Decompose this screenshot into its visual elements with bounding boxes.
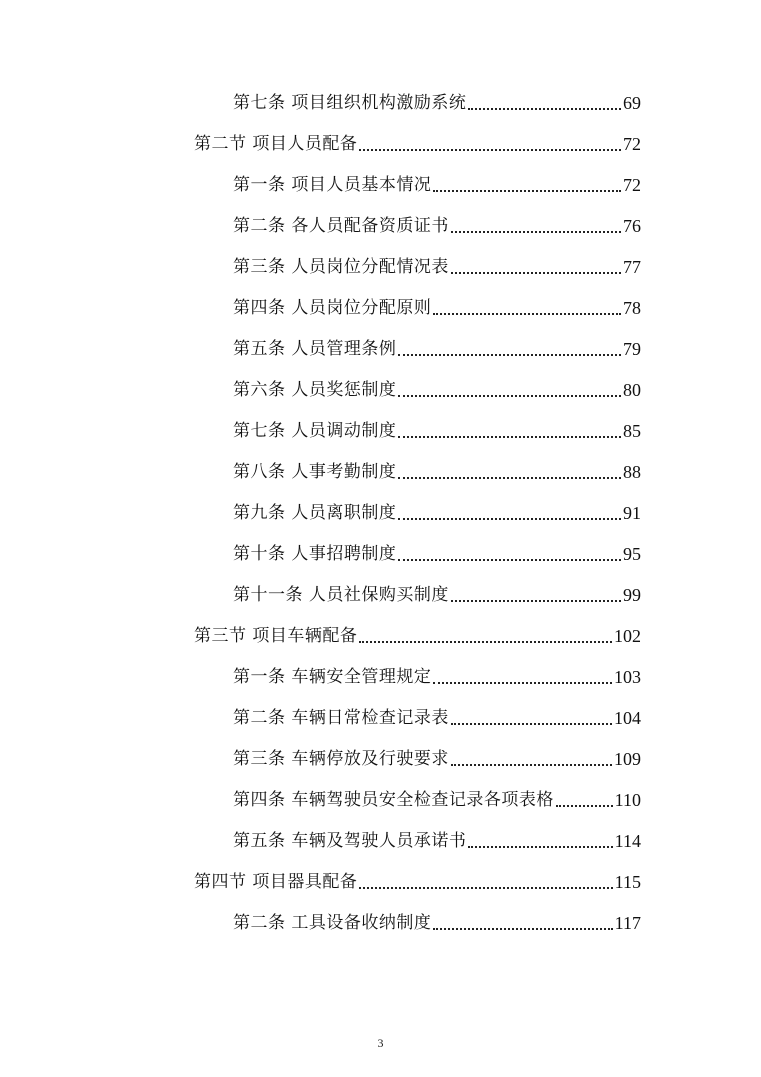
toc-dot-leader xyxy=(398,498,621,528)
toc-dot-leader xyxy=(451,252,621,282)
toc-entry-title: 第三节 项目车辆配备 xyxy=(194,626,358,646)
toc-dot-leader xyxy=(359,621,612,651)
toc-entry[interactable] xyxy=(233,703,641,733)
toc-entry[interactable] xyxy=(233,416,641,446)
toc-entry[interactable] xyxy=(233,211,641,241)
toc-entry[interactable] xyxy=(233,170,641,200)
toc-entry-title: 第五条 人员管理条例 xyxy=(233,339,397,359)
toc-entry-page: 85 xyxy=(623,421,641,441)
toc-entry-page: 79 xyxy=(623,339,641,359)
toc-entry-page: 69 xyxy=(623,93,641,113)
toc-entry-title: 第二节 项目人员配备 xyxy=(194,134,358,154)
toc-entry-page: 102 xyxy=(614,626,641,646)
toc-entry-title: 第九条 人员离职制度 xyxy=(233,503,397,523)
toc-dot-leader xyxy=(433,908,612,938)
toc-entry[interactable] xyxy=(233,375,641,405)
toc-entry[interactable] xyxy=(194,129,641,159)
toc-entry-page: 109 xyxy=(614,749,641,769)
toc-dot-leader xyxy=(433,662,612,692)
toc-entry[interactable] xyxy=(233,744,641,774)
toc-dot-leader xyxy=(359,129,621,159)
toc-dot-leader xyxy=(451,580,621,610)
toc-entry-page: 72 xyxy=(623,134,641,154)
toc-entry-page: 91 xyxy=(623,503,641,523)
toc-entry-title: 第四条 车辆驾驶员安全检查记录各项表格 xyxy=(233,790,554,810)
toc-entry[interactable] xyxy=(233,826,641,856)
toc-entry-title: 第二条 车辆日常检查记录表 xyxy=(233,708,449,728)
toc-entry-page: 95 xyxy=(623,544,641,564)
toc-entry-page: 76 xyxy=(623,216,641,236)
toc-entry-page: 80 xyxy=(623,380,641,400)
toc-entry[interactable] xyxy=(194,621,641,651)
toc-entry-title: 第七条 人员调动制度 xyxy=(233,421,397,441)
toc-entry[interactable] xyxy=(233,539,641,569)
toc-entry-title: 第七条 项目组织机构激励系统 xyxy=(233,93,467,113)
toc-dot-leader xyxy=(556,785,613,815)
toc-dot-leader xyxy=(433,293,621,323)
toc-entry-page: 104 xyxy=(614,708,641,728)
toc-dot-leader xyxy=(398,416,621,446)
toc-entry[interactable] xyxy=(233,785,641,815)
page-number: 3 xyxy=(377,1036,384,1050)
toc-dot-leader xyxy=(451,211,621,241)
toc-entry-page: 103 xyxy=(614,667,641,687)
toc-entry-page: 117 xyxy=(614,913,641,933)
toc-entry-title: 第十一条 人员社保购买制度 xyxy=(233,585,449,605)
toc-dot-leader xyxy=(433,170,621,200)
toc-entry[interactable] xyxy=(233,88,641,118)
toc-entry-page: 114 xyxy=(614,831,641,851)
toc-dot-leader xyxy=(451,703,612,733)
toc-entry-title: 第四节 项目器具配备 xyxy=(194,872,358,892)
toc-entry-title: 第五条 车辆及驾驶人员承诺书 xyxy=(233,831,467,851)
toc-dot-leader xyxy=(398,334,621,364)
toc-entry-title: 第十条 人事招聘制度 xyxy=(233,544,397,564)
toc-entry[interactable] xyxy=(194,867,641,897)
toc-entry-page: 115 xyxy=(614,872,641,892)
toc-entry-title: 第一条 车辆安全管理规定 xyxy=(233,667,432,687)
toc-dot-leader xyxy=(468,826,612,856)
toc-entry[interactable] xyxy=(233,662,641,692)
toc-dot-leader xyxy=(398,457,621,487)
toc-entry[interactable] xyxy=(233,252,641,282)
toc-dot-leader xyxy=(359,867,612,897)
toc-entry-title: 第一条 项目人员基本情况 xyxy=(233,175,432,195)
toc-entry-title: 第八条 人事考勤制度 xyxy=(233,462,397,482)
toc-entry-title: 第六条 人员奖惩制度 xyxy=(233,380,397,400)
toc-entry-title: 第二条 工具设备收纳制度 xyxy=(233,913,432,933)
toc-dot-leader xyxy=(398,375,621,405)
toc-entry-page: 72 xyxy=(623,175,641,195)
toc-dot-leader xyxy=(398,539,621,569)
toc-entry[interactable] xyxy=(233,580,641,610)
toc-entry-page: 99 xyxy=(623,585,641,605)
toc-entry-page: 110 xyxy=(614,790,641,810)
toc-entry-title: 第三条 人员岗位分配情况表 xyxy=(233,257,449,277)
toc-entry-page: 88 xyxy=(623,462,641,482)
toc-dot-leader xyxy=(468,88,621,118)
toc-entry-page: 78 xyxy=(623,298,641,318)
toc-entry[interactable] xyxy=(233,334,641,364)
toc-entry-title: 第四条 人员岗位分配原则 xyxy=(233,298,432,318)
toc-entry-page: 77 xyxy=(623,257,641,277)
toc-entry[interactable] xyxy=(233,457,641,487)
toc-entry-title: 第三条 车辆停放及行驶要求 xyxy=(233,749,449,769)
toc-entry[interactable] xyxy=(233,293,641,323)
toc-entry[interactable] xyxy=(233,498,641,528)
toc-entry[interactable] xyxy=(233,908,641,938)
toc-entry-title: 第二条 各人员配备资质证书 xyxy=(233,216,449,236)
toc-dot-leader xyxy=(451,744,612,774)
